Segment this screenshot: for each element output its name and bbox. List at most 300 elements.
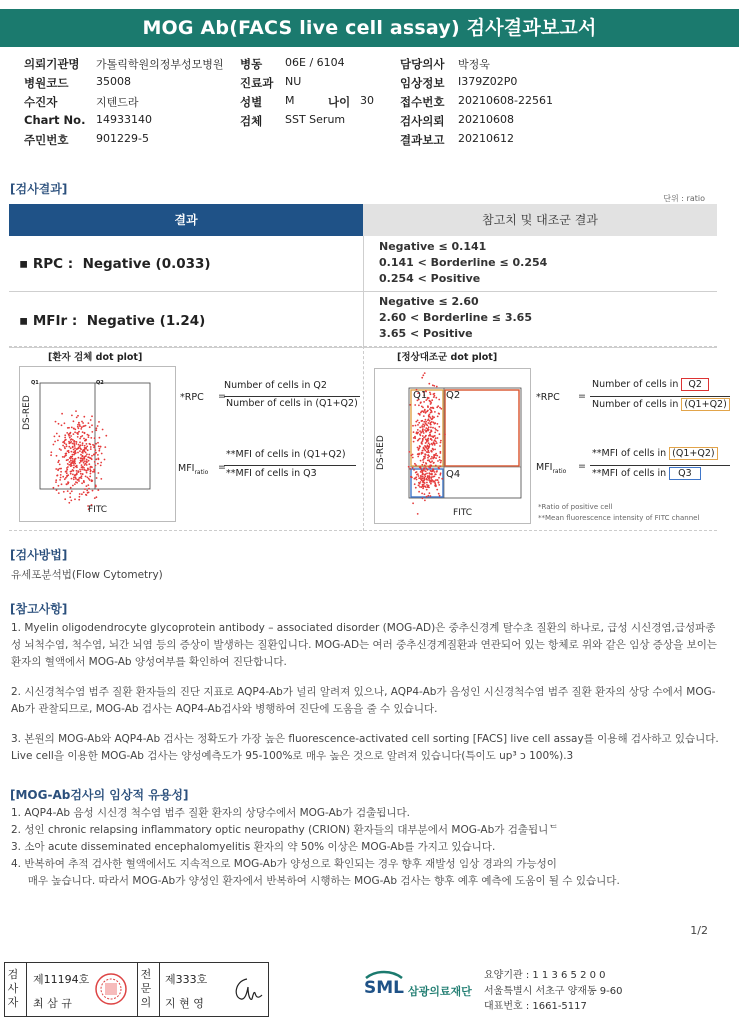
dot (79, 450, 81, 452)
dot (432, 384, 434, 386)
dot (419, 445, 421, 447)
dot (426, 496, 428, 498)
dot (434, 423, 436, 425)
mfi-label: MFI (536, 462, 553, 473)
dot (413, 469, 415, 471)
dot (423, 470, 425, 472)
dot (425, 419, 427, 421)
dot (64, 439, 66, 441)
dot (66, 469, 68, 471)
dot (83, 480, 85, 482)
dot (95, 449, 97, 451)
dot (66, 459, 68, 461)
mfi-label: MFI (178, 463, 195, 474)
dot (70, 473, 72, 475)
dot (422, 485, 424, 487)
dot (55, 421, 57, 423)
dot (424, 429, 426, 431)
rpc-reference (379, 239, 547, 287)
dot (444, 434, 446, 436)
dot (62, 441, 64, 443)
dot (428, 452, 430, 454)
dot (437, 416, 439, 418)
label-requester: 의뢰기관명 (24, 57, 80, 71)
dot (90, 448, 92, 450)
ref-line: Negative ≤ 2.60 (379, 295, 479, 308)
dot (95, 429, 97, 431)
patient-y-axis: DS-RED (22, 395, 32, 430)
control-q2-label: Q2 (446, 390, 461, 401)
dot (421, 441, 423, 443)
dot (414, 437, 416, 439)
patient-q2-label: Q2 (96, 380, 104, 386)
dot (81, 475, 83, 477)
dot (427, 460, 429, 462)
dot (67, 481, 69, 483)
rpc-name: RPC (32, 256, 64, 272)
dot (429, 473, 431, 475)
dot (84, 445, 86, 447)
dot (77, 470, 79, 472)
dot (79, 469, 81, 471)
rpc-denominator: Number of cells in (Q1+Q2) (226, 398, 358, 409)
reference-para-1: 1. Myelin oligodendrocyte glycoprotein antibody – associated disorder (MOG-AD)은 중추신경계 탈수초 질환의 하나로, 급성 시신경염,급성파종성 뇌척수염, 척수염, 뇌간 뇌염 등의 증상이 발생하는 질환입니다. MOG-AD는 여러 중추신경계질환과 연관되어 있는 항체로 위와 같은 임상 증상을 보이는 환자의 혈액에서 MOG-Ab 양성여부를 확인하여 진단합니다. (11, 622, 718, 668)
dot (72, 454, 74, 456)
dot (89, 479, 91, 481)
seal-icon (93, 971, 129, 1007)
dot (430, 495, 432, 497)
dot (414, 463, 416, 465)
dot (424, 450, 426, 452)
dot (417, 424, 419, 426)
dot (423, 421, 425, 423)
sml-logo-text: SML (364, 978, 404, 998)
dot (98, 445, 100, 447)
value-department: NU (285, 75, 302, 88)
dot (57, 461, 59, 463)
value-ward: 06E / 6104 (285, 56, 345, 69)
dot (66, 445, 68, 447)
dot (96, 458, 98, 460)
dot (93, 446, 95, 448)
dot (418, 491, 420, 493)
dot (81, 464, 83, 466)
dot (88, 463, 90, 465)
ctrl-rpc-den-box: (Q1+Q2) (681, 398, 729, 411)
dot (433, 441, 435, 443)
dot (81, 493, 83, 495)
dot (61, 424, 63, 426)
dot (73, 478, 75, 480)
dot (72, 462, 74, 464)
dot (435, 474, 437, 476)
dot (81, 469, 83, 471)
dot (65, 444, 67, 446)
mfir-result: ▪ MFIr : Negative (1.24) (19, 313, 206, 329)
dot (426, 439, 428, 441)
dot (91, 466, 93, 468)
dot (55, 481, 57, 483)
clinical-item: 3. 소아 acute disseminated encephalomyelitis 환자의 약 50% 이상은 MOG-Ab를 가지고 있습니다. (11, 841, 496, 853)
dot (426, 479, 428, 481)
dot (68, 427, 70, 429)
dot (79, 493, 81, 495)
dot (90, 446, 92, 448)
dot (68, 446, 70, 448)
dot (429, 392, 431, 394)
value-chart-no: 14933140 (96, 113, 152, 126)
ctrl-mfi-numerator (592, 448, 718, 459)
clinical-item: 매우 높습니다. 따라서 MOG-Ab가 양성인 환자에서 반복하여 시행하는 MOG-Ab 검사는 향후 예후 예측에 도움이 될 수 있습니다. (11, 875, 620, 887)
ref-line: 3.65 < Positive (379, 327, 473, 340)
dot (412, 454, 414, 456)
dot (85, 448, 87, 450)
ctrl-mfi-label (536, 462, 566, 475)
dot (423, 415, 425, 417)
dot (65, 453, 67, 455)
dot (67, 474, 69, 476)
dot (421, 406, 423, 408)
dot (88, 435, 90, 437)
dot (433, 393, 435, 395)
dot (69, 437, 71, 439)
dot (88, 460, 90, 462)
label-sex: 성별 (240, 95, 263, 109)
dot (414, 404, 416, 406)
dot (425, 486, 427, 488)
specialist-name: 지 현 영 (165, 997, 204, 1010)
dot (430, 426, 432, 428)
dot (422, 459, 424, 461)
page-number: 1/2 (690, 924, 708, 937)
control-y-axis: DS-RED (376, 435, 386, 470)
dot (90, 457, 92, 459)
dot (423, 432, 425, 434)
dot (413, 437, 415, 439)
dot (91, 480, 93, 482)
dot (89, 476, 91, 478)
dot (86, 472, 88, 474)
dot (418, 449, 420, 451)
dot (72, 474, 74, 476)
dot (425, 447, 427, 449)
mfi-subscript: ratio (194, 468, 209, 476)
dot (423, 411, 425, 413)
dot (96, 496, 98, 498)
dot (83, 438, 85, 440)
dot (422, 439, 424, 441)
dot (55, 468, 57, 470)
dot (426, 430, 428, 432)
dot (421, 425, 423, 427)
dot (81, 421, 83, 423)
dot (86, 490, 88, 492)
dot (421, 443, 423, 445)
dot (415, 472, 417, 474)
dot (434, 395, 436, 397)
dot (412, 457, 414, 459)
dot (105, 435, 107, 437)
dot (437, 460, 439, 462)
dot (68, 443, 70, 445)
dot (59, 464, 61, 466)
dot (409, 404, 411, 406)
dot (77, 452, 79, 454)
value-report-date: 20210612 (458, 132, 514, 145)
dot (75, 443, 77, 445)
dot (430, 450, 432, 452)
ref-line: Negative ≤ 0.141 (379, 240, 487, 253)
dot (90, 473, 92, 475)
dot (439, 456, 441, 458)
mfi-formula-label (178, 463, 208, 476)
dot (74, 463, 76, 465)
dot (64, 446, 66, 448)
dot (82, 422, 84, 424)
dot (418, 453, 420, 455)
dot (85, 452, 87, 454)
value-doctor: 박정욱 (458, 58, 490, 71)
ctrl-rpc-num-box: Q2 (681, 378, 709, 391)
dot (428, 422, 430, 424)
dot (97, 463, 99, 465)
dot (73, 433, 75, 435)
dot (88, 492, 90, 494)
dot (54, 441, 56, 443)
dot (424, 409, 426, 411)
dot (79, 438, 81, 440)
dot (71, 470, 73, 472)
dot (66, 484, 68, 486)
value-clinical-info: I379Z02P0 (458, 75, 518, 88)
dot (87, 456, 89, 458)
dot (70, 432, 72, 434)
dot (425, 427, 427, 429)
dot (73, 420, 75, 422)
dot (409, 468, 411, 470)
label-accession: 접수번호 (400, 95, 445, 109)
label-chart-no: Chart No. (24, 113, 86, 127)
dot (95, 452, 97, 454)
dot (430, 403, 432, 405)
dot (434, 440, 436, 442)
dot (64, 434, 66, 436)
dot (70, 456, 72, 458)
dot (84, 456, 86, 458)
dot (77, 426, 79, 428)
dot (95, 486, 97, 488)
dot (422, 431, 424, 433)
ctrl-mfi-den-text: **MFI of cells in (592, 468, 667, 479)
dot (427, 457, 429, 459)
dot (86, 470, 88, 472)
dot (419, 427, 421, 429)
dot (71, 427, 73, 429)
dot (431, 419, 433, 421)
dot (76, 470, 78, 472)
dot (417, 429, 419, 431)
dot (425, 412, 427, 414)
dot (408, 466, 410, 468)
dot (422, 428, 424, 430)
patient-plot-label: [환자 검체 dot plot] (48, 352, 143, 363)
dot (440, 462, 442, 464)
dot (60, 468, 62, 470)
dot (82, 460, 84, 462)
value-resident-no: 901229-5 (96, 132, 149, 145)
dot (73, 467, 75, 469)
dot (95, 443, 97, 445)
dot (408, 451, 410, 453)
dot (438, 484, 440, 486)
dot (104, 459, 106, 461)
dot (436, 455, 438, 457)
dot (428, 445, 430, 447)
dot (429, 420, 431, 422)
dot (76, 441, 78, 443)
dot (410, 476, 412, 478)
ctrl-mfi-num-box: (Q1+Q2) (669, 447, 717, 460)
dot (60, 474, 62, 476)
dot (420, 471, 422, 473)
dot (422, 478, 424, 480)
dot (100, 465, 102, 467)
dot (426, 425, 428, 427)
dot (413, 431, 415, 433)
dot (89, 426, 91, 428)
dot (417, 456, 419, 458)
dot (421, 479, 423, 481)
dot (422, 374, 424, 376)
dot (425, 466, 427, 468)
dot (422, 488, 424, 490)
dot (423, 447, 425, 449)
dot (432, 469, 434, 471)
dot (421, 420, 423, 422)
dot (97, 425, 99, 427)
dot (425, 442, 427, 444)
dot (77, 424, 79, 426)
dot (427, 450, 429, 452)
dot (71, 451, 73, 453)
dot (53, 487, 55, 489)
dot (73, 477, 75, 479)
dot (73, 440, 75, 442)
dot (82, 444, 84, 446)
dot (50, 454, 52, 456)
dot (70, 460, 72, 462)
dot (60, 471, 62, 473)
dot (84, 440, 86, 442)
dot (424, 436, 426, 438)
dot (56, 433, 58, 435)
dot (436, 386, 438, 388)
ref-line: 0.141 < Borderline ≤ 0.254 (379, 256, 548, 269)
dot (437, 437, 439, 439)
dot (434, 449, 436, 451)
patient-dot-plot-svg (20, 367, 175, 521)
control-x-axis: FITC (453, 508, 473, 518)
patient-info (0, 56, 739, 152)
dot (66, 432, 68, 434)
dot (73, 442, 75, 444)
dot (84, 447, 86, 449)
result-row-rpc (9, 236, 717, 292)
dot (430, 483, 432, 485)
dot (99, 448, 101, 450)
dot (433, 416, 435, 418)
dot (434, 471, 436, 473)
org-name: 삼광의료재단 (408, 985, 472, 998)
dot (422, 474, 424, 476)
signature-icon (229, 975, 265, 1005)
specialist-license: 제333호 (165, 973, 208, 986)
dot (80, 458, 82, 460)
dot (78, 499, 80, 501)
dot (69, 493, 71, 495)
dot (424, 453, 426, 455)
dot (420, 481, 422, 483)
dot (70, 447, 72, 449)
fraction-line (224, 396, 360, 397)
dot (430, 393, 432, 395)
dot (419, 433, 421, 435)
dot (58, 492, 60, 494)
dot (55, 479, 57, 481)
dot (98, 450, 100, 452)
dot (424, 457, 426, 459)
dot (60, 477, 62, 479)
dot (431, 474, 433, 476)
label-doctor: 담당의사 (400, 57, 445, 71)
dot (72, 443, 74, 445)
dot (95, 465, 97, 467)
dot (98, 458, 100, 460)
dot (430, 431, 432, 433)
dot (418, 475, 420, 477)
dot (419, 438, 421, 440)
dot (72, 458, 74, 460)
signature-box (4, 962, 269, 1017)
dot (436, 471, 438, 473)
dot (100, 462, 102, 464)
dot (422, 423, 424, 425)
value-accession: 20210608-22561 (458, 94, 553, 107)
dot (418, 477, 420, 479)
dot (436, 442, 438, 444)
clinical-list (11, 805, 726, 890)
label-request-date: 검사의뢰 (400, 114, 445, 128)
dot (427, 419, 429, 421)
dot (431, 456, 433, 458)
dot (84, 460, 86, 462)
dot (64, 437, 66, 439)
dot (57, 469, 59, 471)
dot (432, 476, 434, 478)
label-specialist (140, 968, 156, 1010)
org-info (484, 968, 623, 1015)
dot (78, 444, 80, 446)
ref-line: 2.60 < Borderline ≤ 3.65 (379, 311, 532, 324)
dot (74, 498, 76, 500)
dot (66, 472, 68, 474)
references-title: [참고사항] (10, 602, 68, 616)
value-specimen: SST Serum (285, 113, 346, 126)
fraction-line (224, 465, 356, 466)
dot (435, 465, 437, 467)
dot (422, 450, 424, 452)
results-title: [검사결과] (10, 182, 68, 196)
